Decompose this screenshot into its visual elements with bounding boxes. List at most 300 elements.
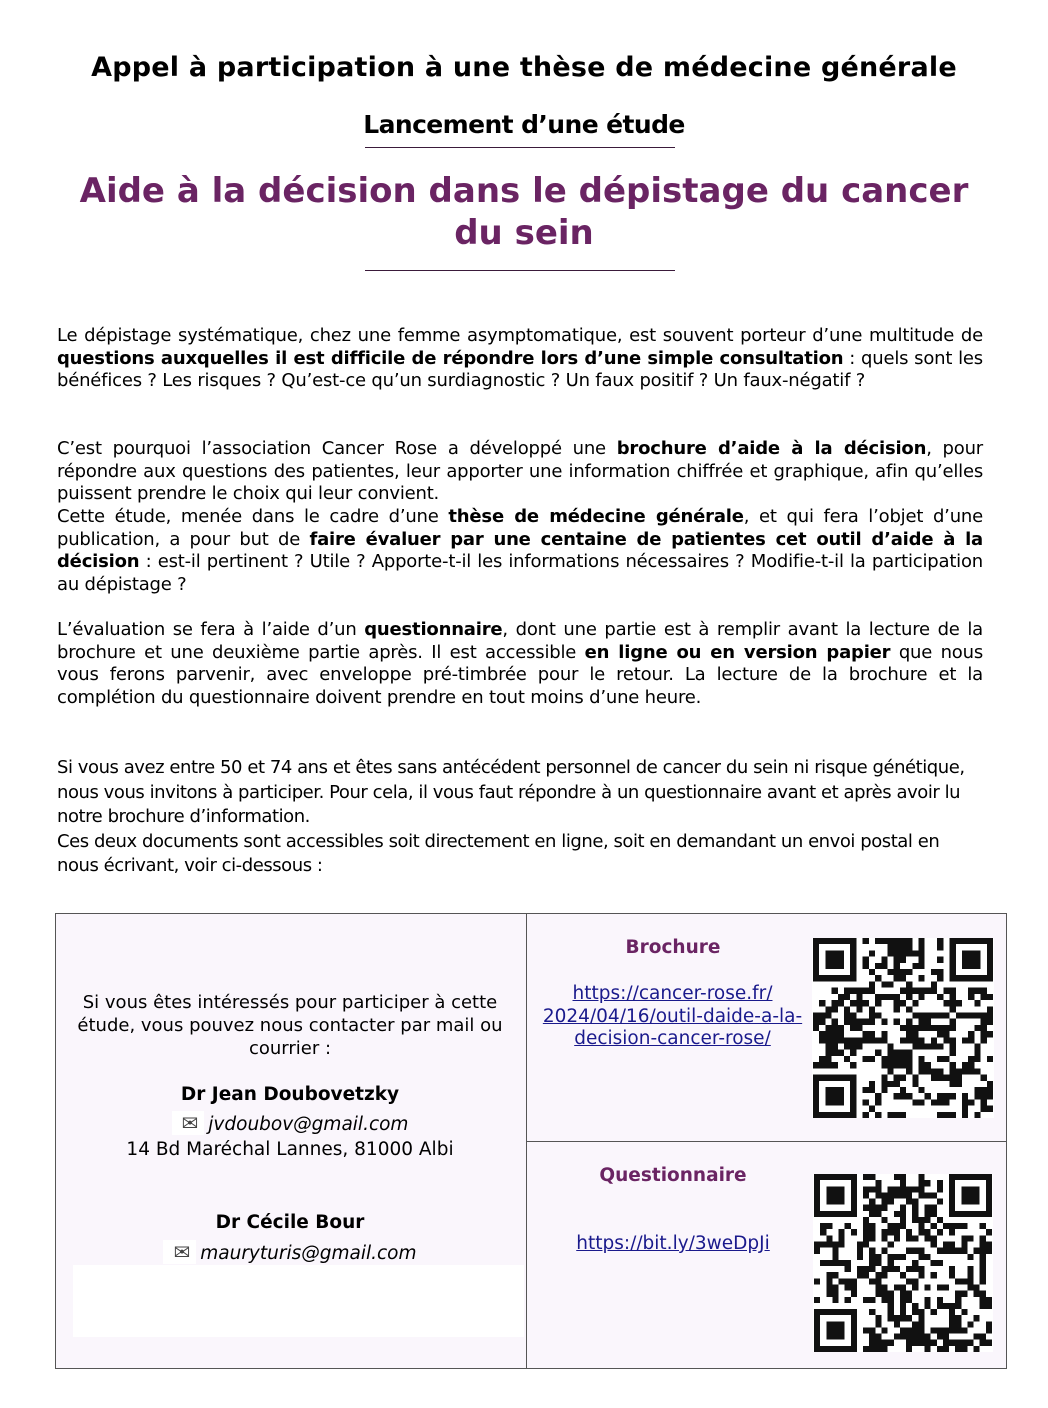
- qr-module: [931, 1272, 937, 1278]
- qr-module: [937, 1099, 943, 1105]
- qr-module: [931, 1327, 937, 1333]
- qr-module: [863, 1174, 869, 1180]
- qr-module: [931, 1309, 937, 1315]
- qr-module: [949, 1266, 955, 1272]
- qr-module: [888, 1291, 894, 1297]
- qr-module: [881, 963, 887, 969]
- qr-module: [832, 1031, 838, 1037]
- qr-module: [814, 1248, 820, 1254]
- qr-module: [980, 1340, 986, 1346]
- qr-module: [974, 1284, 980, 1290]
- qr-module: [863, 1235, 869, 1241]
- qr-module: [826, 1260, 832, 1266]
- qr-module: [981, 1037, 987, 1043]
- qr-module: [924, 1254, 930, 1260]
- qr-module: [918, 1186, 924, 1192]
- qr-module: [832, 1062, 838, 1068]
- qr-module: [986, 1327, 992, 1333]
- qr-module: [825, 1025, 831, 1031]
- qr-module: [850, 1000, 856, 1006]
- qr-module: [881, 1019, 887, 1025]
- qr-module: [869, 1012, 875, 1018]
- qr-module: [875, 1037, 881, 1043]
- qr-module: [937, 957, 943, 963]
- qr-module: [962, 950, 981, 969]
- qr-module: [919, 1068, 925, 1074]
- qr-module: [906, 1068, 912, 1074]
- qr-module: [900, 1050, 906, 1056]
- contact-name: Dr Cécile Bour: [215, 1212, 365, 1233]
- qr-module: [918, 1223, 924, 1229]
- qr-module: [900, 1327, 906, 1333]
- qr-module: [894, 963, 900, 969]
- qr-module: [950, 1000, 956, 1006]
- qr-module: [974, 1334, 980, 1340]
- qr-module: [937, 1248, 943, 1254]
- qr-module: [900, 1025, 906, 1031]
- qr-module: [924, 1297, 930, 1303]
- qr-module: [968, 1099, 974, 1105]
- qr-module: [912, 1025, 918, 1031]
- qr-module: [937, 1334, 943, 1340]
- qr-module: [887, 1081, 893, 1087]
- qr-module: [894, 1075, 900, 1081]
- qr-module: [931, 981, 937, 987]
- qr-module: [980, 1235, 986, 1241]
- qr-module: [987, 1031, 993, 1037]
- qr-module: [869, 1248, 875, 1254]
- qr-module: [844, 988, 850, 994]
- qr-module: [900, 1284, 906, 1290]
- qr-module: [949, 1242, 955, 1248]
- qr-module: [980, 1291, 986, 1297]
- qr-module: [906, 1056, 912, 1062]
- qr-module: [882, 1272, 888, 1278]
- qr-module: [906, 1266, 912, 1272]
- qr-module: [894, 1186, 900, 1192]
- qr-module: [900, 1297, 906, 1303]
- qr-module: [869, 1186, 875, 1192]
- paragraph-invitation: [57, 756, 983, 879]
- qr-module: [943, 1056, 949, 1062]
- contact-email[interactable]: mauryturis@gmail.com: [200, 1243, 417, 1264]
- qr-module: [894, 1006, 900, 1012]
- contact-email[interactable]: jvdoubov@gmail.com: [208, 1114, 409, 1135]
- qr-module: [882, 1340, 888, 1346]
- qr-module: [931, 1340, 937, 1346]
- qr-module: [894, 1315, 900, 1321]
- qr-module: [974, 1068, 980, 1074]
- qr-module: [838, 1000, 844, 1006]
- qr-module: [937, 1217, 943, 1223]
- qr-module: [937, 1346, 943, 1352]
- qr-module: [888, 1260, 894, 1266]
- qr-module: [882, 1346, 888, 1352]
- qr-module: [986, 1297, 992, 1303]
- qr-module: [981, 1025, 987, 1031]
- bold-text: faire évaluer par une centaine de patientes cet outil d’aide à la décision: [57, 528, 983, 572]
- qr-module: [882, 1217, 888, 1223]
- qr-module: [955, 1223, 961, 1229]
- qr-module: [962, 1037, 968, 1043]
- qr-module: [894, 1112, 900, 1118]
- qr-module: [906, 1037, 912, 1043]
- paragraph-evaluation: [57, 619, 983, 709]
- qr-module: [869, 1106, 875, 1112]
- qr-module: [912, 1217, 918, 1223]
- qr-module: [924, 1235, 930, 1241]
- qr-module: [925, 1068, 931, 1074]
- qr-module: [888, 1199, 894, 1205]
- qr-module: [987, 1087, 993, 1093]
- qr-module: [919, 994, 925, 1000]
- qr-module: [869, 1340, 875, 1346]
- qr-module: [943, 1334, 949, 1340]
- qr-module: [961, 1346, 967, 1352]
- qr-module: [931, 1205, 937, 1211]
- qr-module: [925, 1044, 931, 1050]
- qr-module: [900, 1037, 906, 1043]
- link-line[interactable]: https://cancer-rose.fr/: [572, 983, 773, 1004]
- qr-module: [912, 1205, 918, 1211]
- qr-module: [943, 1242, 949, 1248]
- qr-module: [900, 1272, 906, 1278]
- qr-module: [912, 1186, 918, 1192]
- qr-module: [825, 950, 844, 969]
- qr-module: [875, 1272, 881, 1278]
- qr-module: [925, 1062, 931, 1068]
- bold-text: thèse de médecine générale: [448, 506, 744, 527]
- qr-module: [894, 1211, 900, 1217]
- qr-module: [869, 1031, 875, 1037]
- qr-module: [918, 1217, 924, 1223]
- qr-module: [981, 1093, 987, 1099]
- qr-module: [949, 1229, 955, 1235]
- qr-module: [900, 1192, 906, 1198]
- qr-module: [974, 1056, 980, 1062]
- qr-module: [987, 1093, 993, 1099]
- qr-module: [888, 1254, 894, 1260]
- qr-module: [869, 1081, 875, 1087]
- qr-module: [906, 1340, 912, 1346]
- qr-module: [949, 1309, 955, 1315]
- qr-module: [943, 1112, 949, 1118]
- qr-module: [987, 994, 993, 1000]
- qr-module: [832, 1254, 838, 1260]
- qr-module: [950, 1081, 956, 1087]
- qr-module: [918, 1272, 924, 1278]
- qr-module: [869, 1223, 875, 1229]
- qr-module: [974, 1346, 980, 1352]
- text: que nous vous ferons parvenir, avec enveloppe pré-timbrée pour le retour. La lecture de la brochure et la complétion du questionnaire doivent prendre en tout moins d’une heure.: [57, 641, 984, 708]
- qr-module: [832, 1291, 838, 1297]
- qr-module: [956, 1081, 962, 1087]
- qr-module: [863, 1205, 869, 1211]
- qr-module: [819, 1012, 825, 1018]
- qr-module: [832, 1284, 838, 1290]
- qr-module: [881, 994, 887, 1000]
- qr-module: [931, 1044, 937, 1050]
- qr-module: [955, 1327, 961, 1333]
- qr-module: [919, 1087, 925, 1093]
- qr-module: [906, 1327, 912, 1333]
- qr-module: [912, 1266, 918, 1272]
- qr-module: [981, 1075, 987, 1081]
- qr-module: [974, 1315, 980, 1321]
- qr-module: [955, 1278, 961, 1284]
- qr-module: [906, 1006, 912, 1012]
- qr-module: [937, 975, 943, 981]
- text: , et qui fera l’objet d’une publication, a pour but de: [57, 506, 983, 550]
- qr-module: [875, 1291, 881, 1297]
- qr-module: [962, 1106, 968, 1112]
- qr-module: [906, 1248, 912, 1254]
- qr-module: [850, 988, 856, 994]
- qr-module: [887, 981, 893, 987]
- qr-module: [937, 1031, 943, 1037]
- qr-module: [943, 1031, 949, 1037]
- qr-module: [937, 1229, 943, 1235]
- qr-module: [900, 1093, 906, 1099]
- qr-module: [900, 1112, 906, 1118]
- qr-module: [869, 1346, 875, 1352]
- qr-module: [937, 1044, 943, 1050]
- qr-module: [906, 1062, 912, 1068]
- qr-module: [857, 1254, 863, 1260]
- qr-module: [832, 1242, 838, 1248]
- qr-module: [918, 1192, 924, 1198]
- qr-module: [950, 1075, 956, 1081]
- qr-module: [937, 1260, 943, 1266]
- qr-module: [900, 950, 906, 956]
- qr-module: [845, 1297, 851, 1303]
- qr-module: [949, 1340, 955, 1346]
- link-line[interactable]: decision-cancer-rose/: [574, 1028, 771, 1049]
- bold-text: questionnaire: [364, 619, 503, 640]
- qr-module: [943, 1346, 949, 1352]
- qr-module: [906, 950, 912, 956]
- qr-module: [919, 950, 925, 956]
- qr-module: [943, 1075, 949, 1081]
- qr-module: [950, 1019, 956, 1025]
- qr-module: [980, 1334, 986, 1340]
- qr-module: [887, 969, 893, 975]
- qr-module: [937, 1199, 943, 1205]
- qr-module: [967, 1321, 973, 1327]
- qr-module: [882, 1192, 888, 1198]
- qr-module: [937, 1297, 943, 1303]
- qr-module: [949, 1315, 955, 1321]
- qr-module: [906, 969, 912, 975]
- qr-module: [894, 1235, 900, 1241]
- table-divider: [526, 1141, 1007, 1142]
- qr-module: [981, 1031, 987, 1037]
- qr-module: [937, 1303, 943, 1309]
- qr-module: [894, 975, 900, 981]
- qr-module: [931, 969, 937, 975]
- qr-module: [937, 1186, 943, 1192]
- qr-module: [869, 1211, 875, 1217]
- qr-module: [875, 1284, 881, 1290]
- qr-module: [813, 1025, 819, 1031]
- qr-module: [906, 1278, 912, 1284]
- qr-module: [918, 1334, 924, 1340]
- qr-module: [869, 1278, 875, 1284]
- qr-module: [850, 1019, 856, 1025]
- qr-module: [887, 950, 893, 956]
- qr-module: [825, 1062, 831, 1068]
- qr-module: [825, 1050, 831, 1056]
- qr-module: [919, 975, 925, 981]
- qr-module: [814, 1278, 820, 1284]
- qr-module: [961, 1242, 967, 1248]
- qr-module: [968, 994, 974, 1000]
- qr-module: [950, 994, 956, 1000]
- qr-module: [919, 1019, 925, 1025]
- qr-module: [900, 1000, 906, 1006]
- qr-module: [961, 1248, 967, 1254]
- questionnaire-link[interactable]: https://bit.ly/3weDpJi: [576, 1233, 770, 1254]
- qr-module: [869, 988, 875, 994]
- qr-module: [968, 1037, 974, 1043]
- qr-module: [950, 1006, 956, 1012]
- qr-module: [981, 988, 987, 994]
- qr-module: [919, 944, 925, 950]
- qr-module: [956, 1000, 962, 1006]
- blank-area: [73, 1265, 524, 1337]
- qr-module: [863, 1192, 869, 1198]
- qr-module: [887, 1112, 893, 1118]
- qr-module: [869, 1087, 875, 1093]
- qr-module: [894, 1334, 900, 1340]
- qr-module: [875, 1180, 881, 1186]
- qr-module: [974, 988, 980, 994]
- qr-module: [961, 1186, 979, 1204]
- text: , pour répondre aux questions des patientes, leur apporter une information chiffrée et graphique, afin qu’elles puissent prendre le choix qui leur convient.: [57, 438, 983, 504]
- qr-module: [981, 1019, 987, 1025]
- qr-module: [906, 1229, 912, 1235]
- qr-module: [967, 1272, 973, 1278]
- qr-module: [856, 1044, 862, 1050]
- qr-module: [900, 975, 906, 981]
- qr-module: [950, 1112, 956, 1118]
- qr-module: [863, 1297, 869, 1303]
- qr-module: [857, 1248, 863, 1254]
- qr-module: [875, 1346, 881, 1352]
- qr-module: [826, 1278, 832, 1284]
- qr-module: [912, 1044, 918, 1050]
- qr-module: [900, 1062, 906, 1068]
- qr-module: [887, 944, 893, 950]
- qr-module: [918, 1254, 924, 1260]
- qr-module: [863, 1327, 869, 1333]
- qr-module: [832, 1019, 838, 1025]
- qr-module: [912, 1211, 918, 1217]
- qr-module: [851, 1229, 857, 1235]
- qr-module: [863, 988, 869, 994]
- bold-text: en ligne ou en version papier: [584, 641, 891, 663]
- qr-module: [900, 1334, 906, 1340]
- link-line[interactable]: 2024/04/16/outil-daide-a-la-: [542, 1005, 803, 1027]
- qr-module: [887, 938, 893, 944]
- qr-module: [839, 1229, 845, 1235]
- qr-module: [918, 1315, 924, 1321]
- qr-module: [937, 1056, 943, 1062]
- qr-module: [912, 1075, 918, 1081]
- qr-module: [906, 1291, 912, 1297]
- qr-module: [900, 1174, 906, 1180]
- qr-module: [943, 1025, 949, 1031]
- qr-module: [906, 988, 912, 994]
- qr-module: [943, 1248, 949, 1254]
- qr-module: [869, 1019, 875, 1025]
- qr-module: [869, 1266, 875, 1272]
- qr-module: [863, 1037, 869, 1043]
- qr-module: [912, 1037, 918, 1043]
- qr-module: [931, 1037, 937, 1043]
- qr-module: [962, 1093, 968, 1099]
- qr-module: [912, 1340, 918, 1346]
- qr-module: [912, 1000, 918, 1006]
- qr-module: [832, 1297, 838, 1303]
- envelope-icon: ✉: [163, 1240, 196, 1264]
- qr-module: [900, 1056, 906, 1062]
- qr-module: [887, 1056, 893, 1062]
- qr-module: [912, 1235, 918, 1241]
- qr-module: [925, 1025, 931, 1031]
- qr-module: [869, 1229, 875, 1235]
- brochure-link[interactable]: [530, 983, 815, 1051]
- qr-module: [900, 1205, 906, 1211]
- qr-module: [961, 1223, 967, 1229]
- qr-module: [869, 1309, 875, 1315]
- qr-module: [819, 1062, 825, 1068]
- qr-module: [832, 1260, 838, 1266]
- qr-module: [888, 1266, 894, 1272]
- qr-module: [894, 957, 900, 963]
- qr-module: [894, 1192, 900, 1198]
- qr-module: [820, 1229, 826, 1235]
- qr-module: [882, 1235, 888, 1241]
- qr-module: [894, 1050, 900, 1056]
- qr-module: [856, 1025, 862, 1031]
- qr-module: [857, 1272, 863, 1278]
- qr-module: [881, 938, 887, 944]
- qr-module: [949, 1303, 955, 1309]
- qr-module: [894, 1056, 900, 1062]
- contact-email-row: [60, 1111, 520, 1135]
- qr-module: [863, 1112, 869, 1118]
- contact-name: Dr Jean Doubovetzky: [180, 1084, 400, 1105]
- qr-svg: [812, 938, 994, 1118]
- qr-module: [826, 1284, 832, 1290]
- qr-module: [949, 1223, 955, 1229]
- qr-module: [925, 988, 931, 994]
- qr-module: [980, 1260, 986, 1266]
- qr-module: [869, 1260, 875, 1266]
- qr-module: [863, 1346, 869, 1352]
- qr-module: [894, 1000, 900, 1006]
- qr-module: [937, 994, 943, 1000]
- qr-module: [912, 1081, 918, 1087]
- qr-module: [980, 1242, 986, 1248]
- qr-module: [986, 1303, 992, 1309]
- qr-module: [826, 1235, 832, 1241]
- qr-module: [850, 1037, 856, 1043]
- text: , dont une partie est à remplir avant la lecture de la brochure et une deuxième partie après. Il est accessible: [57, 619, 983, 663]
- qr-module: [894, 969, 900, 975]
- qr-module: [937, 1068, 943, 1074]
